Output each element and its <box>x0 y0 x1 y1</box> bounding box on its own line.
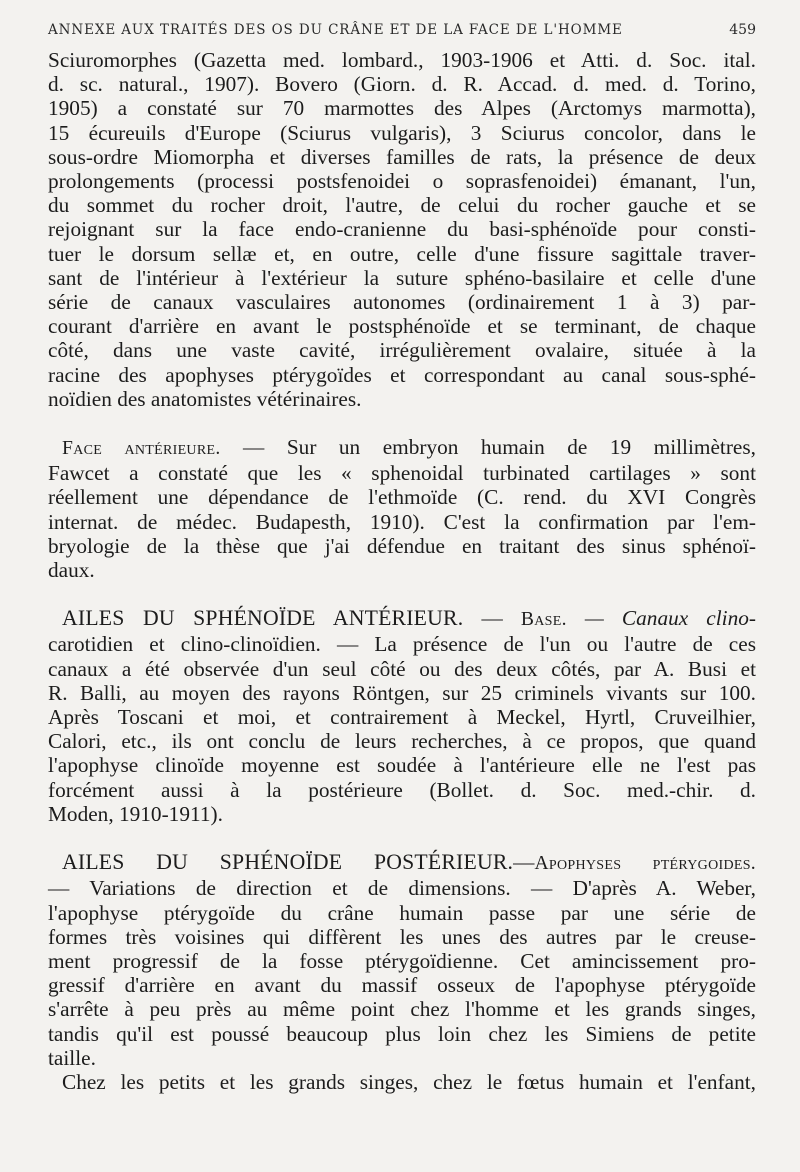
running-header <box>48 22 756 38</box>
text-line: Moden, 1910-1911). <box>48 801 223 826</box>
text-run: — Canaux clino- <box>566 606 756 631</box>
text-line: racine des apophyses ptérygoïdes et correspondant au canal sous-sphé- <box>48 362 756 387</box>
text-line: d. sc. natural., 1907). Bovero (Giorn. d. R. Accad. d. med. d. Torino, <box>48 72 756 97</box>
text-line: prolongements (processi postsfenoidei o soprasfenoidei) émanant, l'un, <box>48 169 756 194</box>
text-line: l'apophyse ptérygoïde du crâne humain passe par une série de <box>48 900 756 925</box>
text-line: Sciuromorphes (Gazetta med. lombard., 1903-1906 et Atti. d. Soc. ital. <box>48 48 756 72</box>
text-line: côté, dans une vaste cavité, irrégulièrement ovalaire, située à la <box>48 338 756 363</box>
text-line: noïdien des anatomistes vétérinaires. <box>48 386 362 411</box>
text-line: série de canaux vasculaires autonomes (ordinairement 1 à 3) par- <box>48 290 756 315</box>
text-line <box>48 435 756 461</box>
text-line: daux. <box>48 558 95 583</box>
paragraph-gap <box>48 411 756 435</box>
paragraph-gap <box>48 582 756 606</box>
text-line: forcément aussi à la postérieure (Bollet. d. Soc. med.-chir. d. <box>48 777 756 802</box>
paragraph-bovero <box>48 48 756 411</box>
text-line: s'arrête à peu près au même point chez l'homme et les grands singes, <box>48 997 756 1022</box>
paragraph-gap <box>48 826 756 850</box>
text-line: l'apophyse clinoïde moyenne est soudée à l'antérieure elle ne l'est pas <box>48 753 756 778</box>
paragraph-ailes-anterieur <box>48 606 756 826</box>
text-line: formes très voisines qui diffèrent les unes des autres par le creuse- <box>48 924 756 949</box>
text-line: Chez les petits et les grands singes, chez le fœtus humain et l'enfant, <box>62 1069 756 1094</box>
text-line: Après Toscani et moi, et contrairement à Meckel, Hyrtl, Cruveilhier, <box>48 705 756 730</box>
running-title: ANNEXE AUX TRAITÉS DES OS DU CRÂNE ET DE LA FACE DE L'HOMME <box>48 22 623 38</box>
text-line: du sommet du rocher droit, l'autre, de celui du rocher gauche et se <box>48 193 756 218</box>
paragraph-ailes-posterieur <box>48 850 756 1070</box>
text-line: 15 écureuils d'Europe (Sciurus vulgaris), 3 Sciurus concolor, dans le <box>48 120 756 145</box>
paragraph-chez-les-singes <box>48 1070 756 1094</box>
section-heading: AILES DU SPHÉNOÏDE POSTÉRIEUR. <box>62 850 514 875</box>
text-line: Fawcet a constaté que les « sphenoidal turbinated cartilages » sont <box>48 461 756 486</box>
text-line: réellement une dépendance de l'ethmoïde (C. rend. du XVI Congrès <box>48 485 756 510</box>
text-line: carotidien et clino-clinoïdien. — La présence de l'un ou l'autre de ces <box>48 632 756 657</box>
text-line: internat. de médec. Budapesth, 1910). C'est la confirmation par l'em- <box>48 509 756 534</box>
body-text <box>48 48 756 1094</box>
text-line: — Variations de direction et de dimensions. — D'après A. Weber, <box>48 876 756 901</box>
text-line: R. Balli, au moyen des rayons Röntgen, sur 25 criminels vivants sur 100. <box>48 680 756 705</box>
text-line: sant de l'intérieur à l'extérieur la suture sphéno-basilaire et celle d'une <box>48 265 756 290</box>
text-run: — Sur un embryon humain de 19 millimètres, <box>220 435 756 460</box>
text-line: bryologie de la thèse que j'ai défendue en traitant des sinus sphénoï- <box>48 533 756 558</box>
text-line: Calori, etc., ils ont conclu de leurs recherches, à ce propos, que quand <box>48 729 756 754</box>
text-line: taille. <box>48 1045 96 1070</box>
page-number: 459 <box>729 22 756 38</box>
paragraph-face-anterieure <box>48 435 756 582</box>
text-line: tandis qu'il est poussé beaucoup plus loin chez les Simiens de petite <box>48 1021 756 1046</box>
text-line: gressif d'arrière en avant du massif osseux de l'apophyse ptérygoïde <box>48 973 756 998</box>
text-line: courant d'arrière en avant le postsphénoïde et se terminant, de chaque <box>48 314 756 339</box>
text-line: tuer le dorsum sellæ et, en outre, celle d'une fissure sagittale traver- <box>48 241 756 266</box>
section-subheading: Base. <box>520 609 567 631</box>
section-heading: Face antérieure. <box>62 438 221 460</box>
text-line: rejoignant sur la face endo-cranienne du basi-sphénoïde pour consti- <box>48 217 756 242</box>
section-heading: AILES DU SPHÉNOÏDE ANTÉRIEUR. <box>62 606 464 631</box>
text-line: AILES DU SPHÉNOÏDE POSTÉRIEUR.—Apophyses ptérygoides. <box>62 850 756 875</box>
text-line: ment progressif de la fosse ptérygoïdienne. Cet amincissement pro- <box>48 948 756 973</box>
section-subheading: Apophyses ptérygoides. <box>534 853 756 875</box>
text-line: sous-ordre Miomorpha et diverses familles de rats, la présence de deux <box>48 144 756 169</box>
text-line: 1905) a constaté sur 70 marmottes des Alpes (Arctomys marmotta), <box>48 96 756 121</box>
text-line: canaux a été observée d'un seul côté ou des deux côtés, par A. Busi et <box>48 656 756 681</box>
text-line: AILES DU SPHÉNOÏDE ANTÉRIEUR. — Base. — Canaux clino- <box>62 606 756 631</box>
